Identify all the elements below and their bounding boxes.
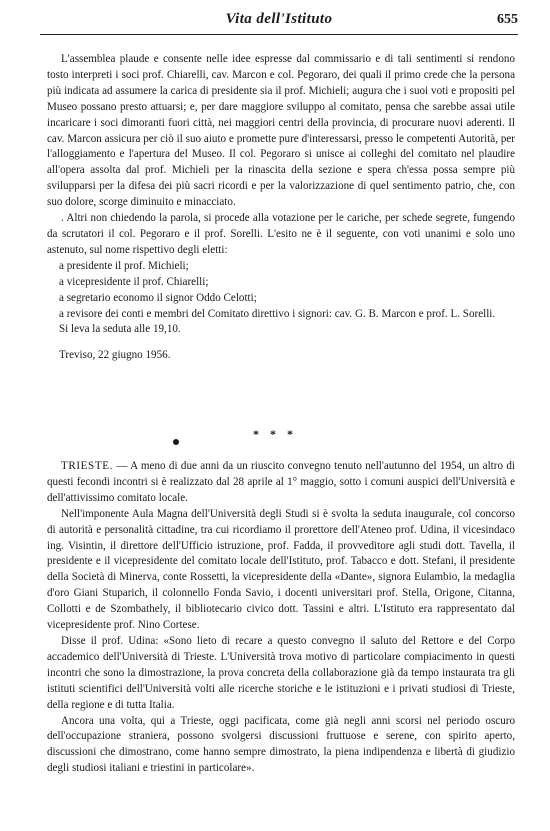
- paragraph-voting: [47, 211, 515, 259]
- paragraph-text: — A meno di due anni da un riuscito convegno tenuto nell'autunno del 1954, un altro di questi fecondi incontri si è realizzato dal 28 aprile al 1° maggio, sotto i comuni auspici dell'Università e dell'attivissimo comitato locale.: [47, 460, 515, 504]
- running-header: [40, 10, 518, 34]
- running-title: Vita dell'Istituto: [225, 11, 333, 27]
- trieste-report: [47, 459, 515, 777]
- election-item: a segretario economo il signor Oddo Celotti;: [59, 291, 257, 304]
- election-item: a revisore dei conti e membri del Comitato direttivo i signori: cav. G. B. Marcon e prof. L. Sorelli.: [59, 307, 496, 320]
- city-heading: TRIESTE.: [61, 460, 113, 472]
- election-item: a vicepresidente il prof. Chiarelli;: [59, 275, 209, 288]
- bullet-dot: [173, 439, 179, 445]
- stray-mark: .: [61, 212, 64, 225]
- paragraph-trieste: [47, 459, 515, 507]
- assembly-report: [47, 52, 515, 364]
- section-separator: * * *: [253, 427, 297, 441]
- header-rule: [40, 34, 518, 35]
- paragraph-text: Altri non chiedendo la parola, si procede alla votazione per le cariche, per schede segrete, fungendo da scrutatori il col. Pegoraro e il prof. Sorelli. L'esito ne è il seguente, con voti unanimi e solo uno astenuto, sul nome rispettivo degli eletti:: [47, 212, 515, 256]
- paragraph: Disse il prof. Udina: «Sono lieto di recare a questo convegno il saluto del Rettore e del Corpo accademico dell'Università di Trieste. L'Università trova motivo di particolare compiacimento in questi incontri che sono la dimostrazione, la prova concreta della collaborazione già da tempo instaurata tra gli istituti scientifici dell'Università volti alle ricerche storiche e le istituzioni e i privati studiosi di Trieste, della regione e di tutta Italia.: [47, 634, 515, 711]
- paragraph: L'assemblea plaude e consente nelle idee espresse dal commissario e di tali sentimenti si rendono tosto interpreti i soci prof. Chiarelli, cav. Marcon e col. Pegoraro, dei quali il primo crede che la persona più indicata ad assumere la carica di presidente sia il prof. Michieli; augura che i suoi voti e propositi pel Museo possano presto attuarsi; e, per dare maggiore sviluppo al comitato, pensa che sarebbe assai utile incaricare i soci dimoranti fuori città, nei maggiori centri della provincia, di procurare nuovi aderenti. Il cav. Marcon assicura per ciò il suo aiuto e promette pure d'interessarsi, presso le competenti Autorità, per l'alloggiamento e l'apertura del Museo. Il col. Pegoraro si unisce ai colleghi del comitato nel plaudire all'opera assolta dal prof. Michieli per la rinascita della sezione e spera ch'essa possa sempre più svilupparsi per la difesa dei più sacri ricordi e per la valorizzazione di quel sentimento patrio, che, con suo dolore, scorge diminuito e minacciato.: [47, 53, 515, 209]
- election-item: a presidente il prof. Michieli;: [59, 259, 189, 272]
- closing-line: Si leva la seduta alle 19,10.: [59, 323, 181, 336]
- page-number: 655: [497, 12, 518, 27]
- paragraph: Ancora una volta, qui a Trieste, oggi pacificata, come già negli anni scorsi nel periodo oscuro dell'occupazione straniera, possono svolgersi discussioni fruttuose e serene, con spirito aperto, discussioni che dimostrano, come hanno sempre dimostrato, la piena indipendenza e libertà di giudizio degli studiosi italiani e triestini in particolare».: [47, 714, 515, 775]
- date-line: Treviso, 22 giugno 1956.: [59, 349, 171, 362]
- paragraph: Nell'imponente Aula Magna dell'Università degli Studi si è svolta la seduta inaugurale, col concorso di autorità e personalità cittadine, tra cui ricordiamo il prorettore dell'Ateneo prof. Udina, il vicesindaco ing. Visintin, il direttore dell'Ufficio istruzione, prof. Fadda, il provveditore agli studi dott. Tavella, il presidente e il vicepresidente del comitato locale dell'Istituto, prof. Tabacco e dott. Stefani, il presidente della Società di Minerva, conte Rossetti, la vicepresidente della «Dante», signora Eulambio, la medaglia d'oro Giani Stuparich, il colonnello Fonda Savio, i docenti universitari prof. Stella, Origone, Citanna, Collotti e de Szombathely, il bibliotecario civico dott. Tassini e altri. L'Istituto era rappresentato dal vicepresidente prof. Nino Cortese.: [47, 507, 515, 632]
